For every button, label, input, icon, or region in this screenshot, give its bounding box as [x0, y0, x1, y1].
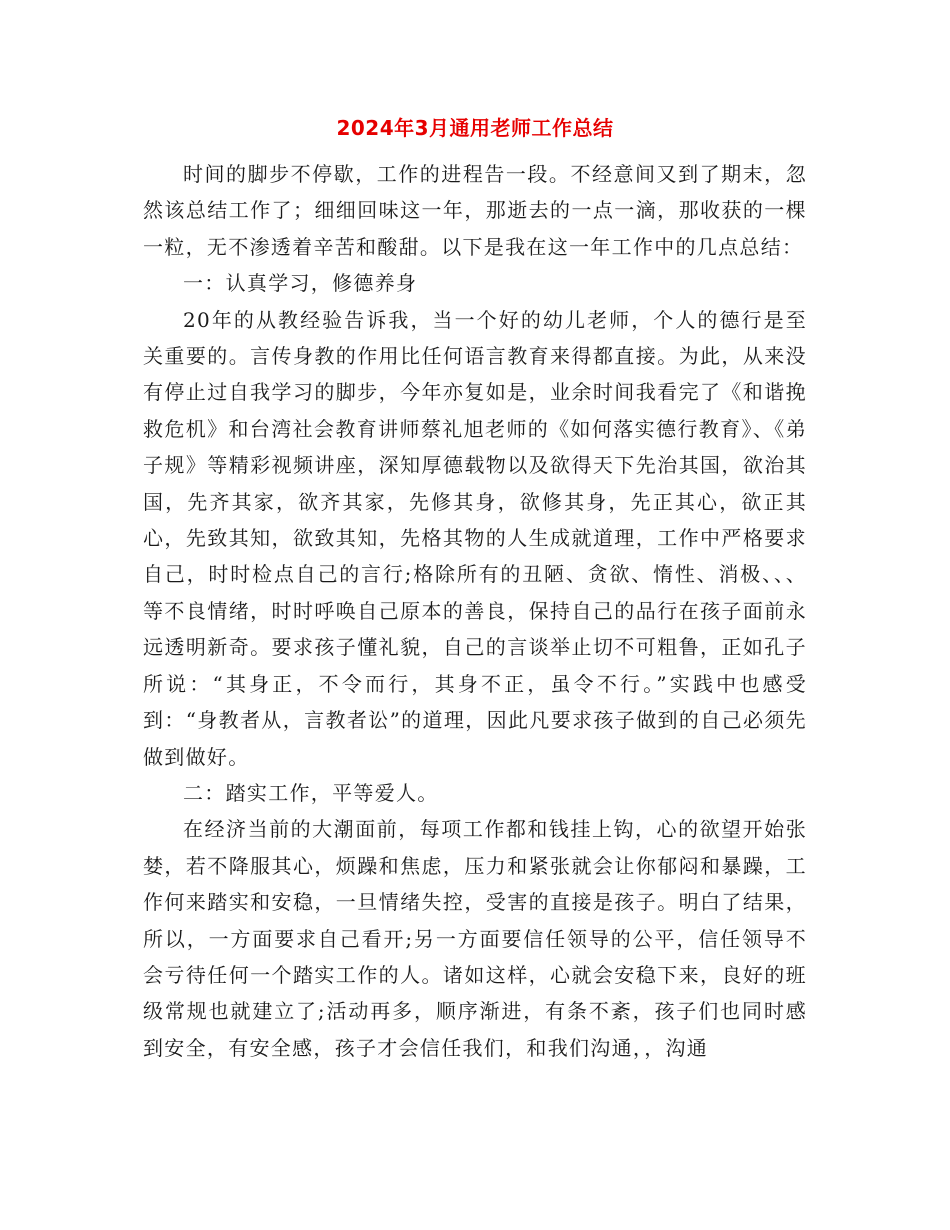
- paragraph-section-1: 20年的从教经验告诉我，当一个好的幼儿老师，个人的德行是至关重要的。言传身教的作用比任何语言教育来得都直接。为此，从来没有停止过自我学习的脚步，今年亦复如是，业余时间我看完了《和谐挽救危机》和台湾社会教育讲师蔡礼旭老师的《如何落实德行教育》、《弟子规》等精彩视频讲座，深知厚德载物以及欲得天下先治其国，欲治其国，先齐其家，欲齐其家，先修其身，欲修其身，先正其心，欲正其心，先致其知，欲致其知，先格其物的人生成就道理，工作中严格要求自己，时时检点自己的言行;格除所有的丑陋、贪欲、惰性、消极、、、等不良情绪，时时呼唤自己原本的善良，保持自己的品行在孩子面前永远透明新奇。要求孩子懂礼貌，自己的言谈举止切不可粗鲁，正如孔子所说：“其身正，不令而行，其身不正，虽令不行。”实践中也感受到：“身教者从，言教者讼”的道理，因此凡要求孩子做到的自己必须先做到做好。: [143, 307, 807, 769]
- section-heading-2: 二：踏实工作，平等爱人。: [183, 780, 439, 805]
- paragraph-section-2: 在经济当前的大潮面前，每项工作都和钱挂上钩，心的欲望开始张婪，若不降服其心，烦躁和焦虑，压力和紧张就会让你郁闷和暴躁，工作何来踏实和安稳，一旦情绪失控，受害的直接是孩子。明白了结果，所以，一方面要求自己看开;另一方面要信任领导的公平，信任领导不会亏待任何一个踏实工作的人。诸如这样，心就会安稳下来，良好的班级常规也就建立了;活动再多，顺序渐进，有条不紊，孩子们也同时感到安全，有安全感，孩子才会信任我们，和我们沟通，，沟通: [143, 817, 807, 1060]
- section-heading-1: 一：认真学习，修德养身: [183, 271, 418, 296]
- paragraph-intro: 时间的脚步不停歇，工作的进程告一段。不经意间又到了期末，忽然该总结工作了；细细回味这一年，那逝去的一点一滴，那收获的一棵一粒，无不渗透着辛苦和酸甜。以下是我在这一年工作中的几点总结：: [143, 162, 807, 259]
- document-body: [143, 156, 807, 1066]
- document-title: 2024年3月通用老师工作总结: [336, 116, 614, 140]
